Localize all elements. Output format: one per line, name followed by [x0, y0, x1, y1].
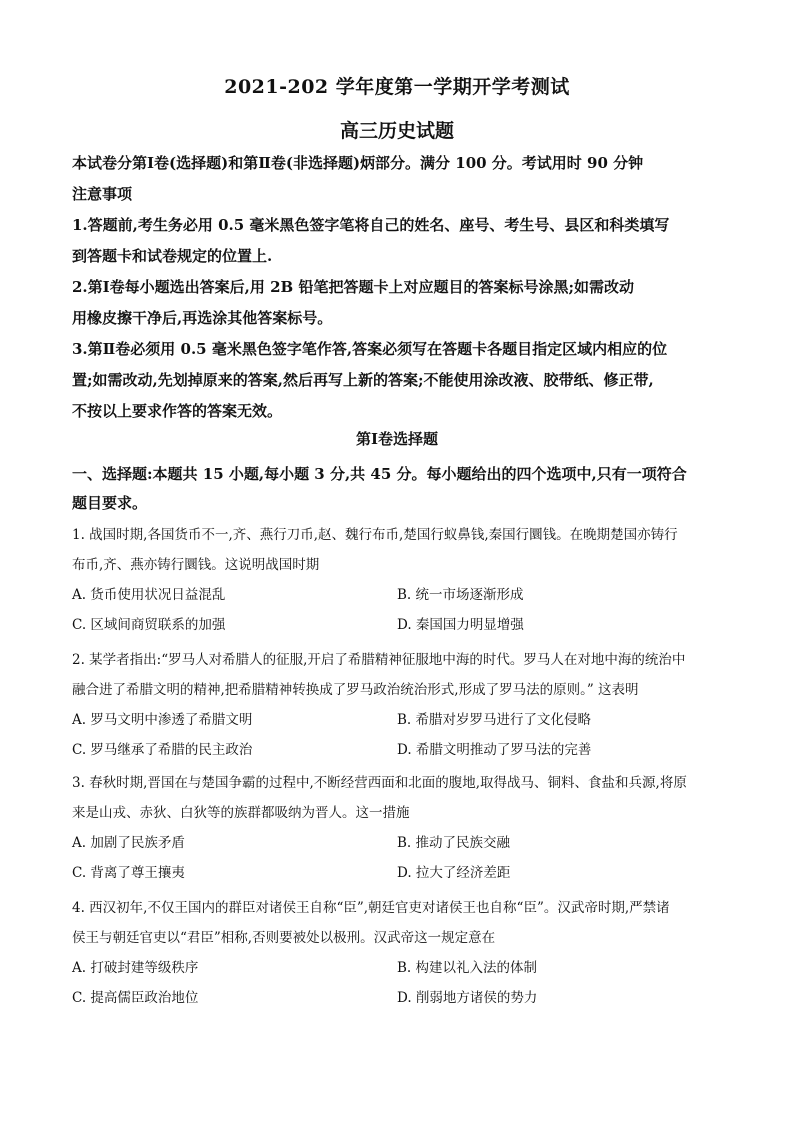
question-stem: 来是山戎、赤狄、白狄等的族群都吸纳为晋人。这一措施 — [72, 805, 410, 821]
notice-line: 到答题卡和试卷规定的位置上. — [72, 247, 273, 265]
option-d: D. 希腊文明推动了罗马法的完善 — [397, 742, 592, 758]
option-list — [72, 828, 732, 888]
exam-subtitle: 高三历史试题 — [339, 120, 454, 142]
section-title: 第Ⅰ卷选择题 — [355, 430, 439, 448]
option-b: B. 构建以礼入法的体制 — [397, 960, 538, 976]
notice-title: 注意事项 — [72, 185, 133, 203]
option-c: C. 区域间商贸联系的加强 — [72, 617, 226, 633]
question-stem: 融合进了希腊文明的精神,把希腊精神转换成了罗马政治统治形式,形成了罗马法的原则。” 这表明 — [72, 682, 639, 698]
notice-line: 用橡皮擦干净后,再选涂其他答案标号。 — [72, 309, 333, 327]
option-a: A. 加剧了民族矛盾 — [72, 835, 185, 851]
option-b: B. 推动了民族交融 — [397, 835, 511, 851]
option-a: A. 罗马文明中渗透了希腊文明 — [72, 712, 253, 728]
notice-line: 置;如需改动,先划掉原来的答案,然后再写上新的答案;不能使用涂改液、胶带纸、修正带, — [72, 371, 654, 389]
option-list — [72, 705, 732, 765]
option-b: B. 希腊对岁罗马进行了文化侵略 — [397, 712, 592, 728]
part-heading — [72, 460, 732, 518]
question-stem: 3. 春秋时期,晋国在与楚国争霸的过程中,不断经营西面和北面的腹地,取得战马、铜料、食盐和兵源,将原 — [72, 775, 687, 791]
option-b: B. 统一市场逐渐形成 — [397, 587, 524, 603]
question-1 — [72, 520, 732, 640]
question-stem: 2. 某学者指出:“罗马人对希腊人的征服,开启了希腊精神征服地中海的时代。罗马人在对地中海的统治中 — [72, 652, 686, 668]
notice-line: 1.答题前,考生务必用 0.5 毫米黑色签字笔将自己的姓名、座号、考生号、县区和科类填写 — [72, 216, 670, 234]
notice-line: 3.第Ⅱ卷必须用 0.5 毫米黑色签字笔作答,答案必须写在答题卡各题目指定区域内相应的位 — [72, 340, 668, 358]
option-c: C. 背离了尊王攘夷 — [72, 865, 185, 881]
exam-title: 2021-202 学年度第一学期开学考测试 — [224, 76, 570, 98]
question-stem: 4. 西汉初年,不仅王国内的群臣对诸侯王自称“臣”,朝廷官吏对诸侯王也自称“臣”。汉武帝时期,严禁诸 — [72, 900, 670, 916]
option-a: A. 打破封建等级秩序 — [72, 960, 199, 976]
part-heading-line: 题目要求。 — [72, 494, 148, 512]
intro-line: 本试卷分第Ⅰ卷(选择题)和第Ⅱ卷(非选择题)炳部分。满分 100 分。考试用时 90 分钟 — [72, 154, 644, 172]
notice-line: 不按以上要求作答的答案无效。 — [72, 402, 283, 420]
option-d: D. 拉大了经济差距 — [397, 865, 511, 881]
option-list — [72, 953, 732, 1013]
option-list — [72, 580, 732, 640]
question-2 — [72, 645, 732, 765]
question-stem: 侯王与朝廷官吏以“君臣”相称,否则要被处以极刑。汉武帝这一规定意在 — [72, 930, 496, 946]
notice-line: 2.第Ⅰ卷每小题选出答案后,用 2B 铅笔把答题卡上对应题目的答案标号涂黑;如需改动 — [72, 278, 634, 296]
question-4 — [72, 893, 732, 1013]
option-c: C. 提高儒臣政治地位 — [72, 990, 199, 1006]
part-heading-line: 一、选择题:本题共 15 小题,每小题 3 分,共 45 分。每小题给出的四个选项中,只有一项符合 — [72, 465, 687, 483]
exam-instructions — [72, 148, 732, 427]
question-stem: 布币,齐、燕亦铸行圜钱。这说明战国时期 — [72, 557, 320, 573]
option-d: D. 削弱地方诸侯的势力 — [397, 990, 538, 1006]
option-d: D. 秦国国力明显增强 — [397, 617, 524, 633]
option-a: A. 货币使用状况日益混乱 — [72, 587, 226, 603]
question-stem: 1. 战国时期,各国货币不一,齐、燕行刀币,赵、魏行布币,楚国行蚁鼻钱,秦国行圜钱。在晚期楚国亦铸行 — [72, 527, 678, 543]
question-3 — [72, 768, 732, 888]
option-c: C. 罗马继承了希腊的民主政治 — [72, 742, 253, 758]
